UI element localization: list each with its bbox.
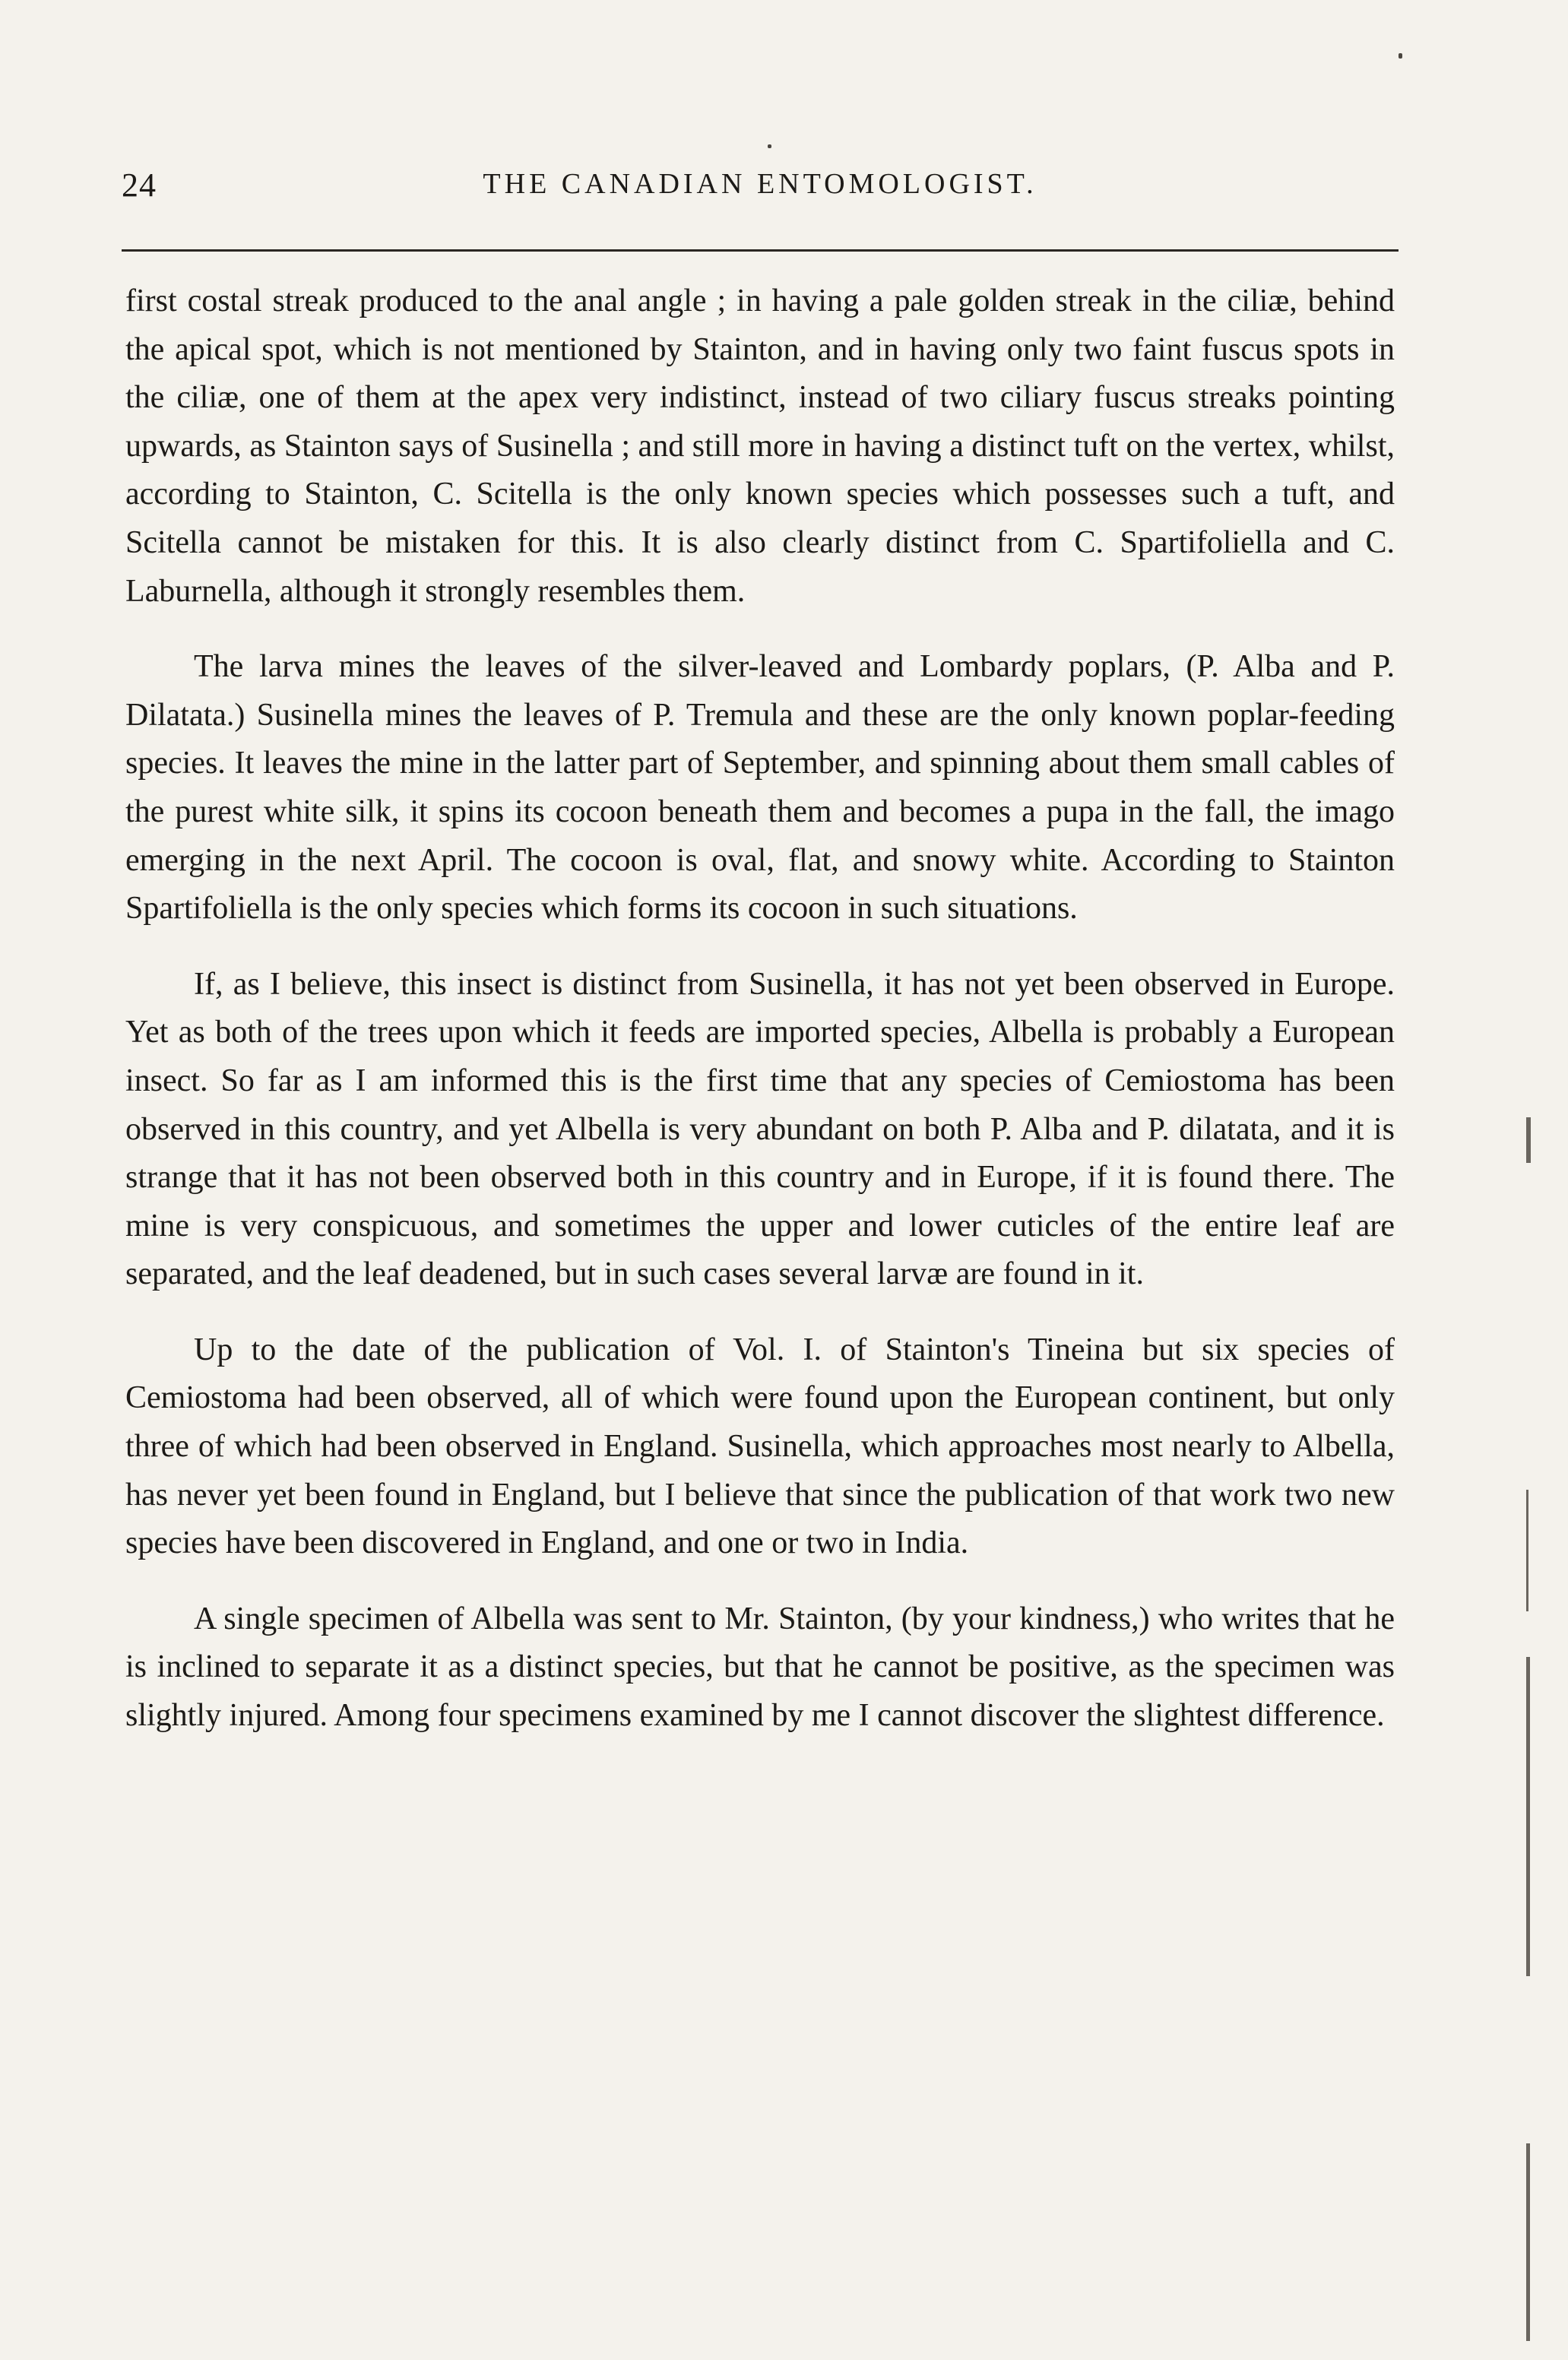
paragraph-2: The larva mines the leaves of the silver-leaved and Lombardy poplars, (P. Alba and P. Dilatata.) Susinella mines the leaves of P. Tremula and these are the only known poplar-feeding species. It leaves the mine in the latter part of September, and spinning about them small cables of the purest white silk, it spins its cocoon beneath them and becomes a pupa in the fall, the imago emerging in the next April. The cocoon is oval, flat, and snowy white. According to Stainton Spartifoliella is the only species which forms its cocoon in such situations. [125, 649, 1395, 927]
scan-artifact [1526, 1657, 1530, 1976]
page-header [122, 166, 1399, 211]
paragraph-3: If, as I believe, this insect is distinct from Susinella, it has not yet been observed in Europe. Yet as both of the trees upon which it feeds are imported species, Albella is probably a European insect. So far as I am informed this is the first time that any species of Cemiostoma has been observed in this country, and yet Albella is very abundant on both P. Alba and P. dilatata, and it is strange that it has not been observed both in this country and in Europe, if it is found there. The mine is very conspicuous, and sometimes the upper and lower cuticles of the entire leaf are separated, and the leaf deadened, but in such cases several larvæ are found in it. [125, 966, 1395, 1292]
scan-artifact [1526, 2143, 1530, 2341]
paragraph-5: A single specimen of Albella was sent to Mr. Stainton, (by your kindness,) who writes that he is inclined to separate it as a distinct species, but that he cannot be positive, as the specimen was slightly injured. Among four specimens examined by me I cannot discover the slightest difference. [125, 1601, 1395, 1734]
scan-artifact [1526, 1117, 1531, 1163]
paragraph-4: Up to the date of the publication of Vol. I. of Stainton's Tineina but six species of Cemiostoma had been observed, all of which were found upon the European continent, but only three of which had been observed in England. Susinella, which approaches most nearly to Albella, has never yet been found in England, but I believe that since the publication of that work two new species have been discovered in England, and one or two in India. [125, 1332, 1395, 1561]
scan-speck [1399, 53, 1402, 59]
header-rule [122, 249, 1399, 252]
scan-speck [768, 144, 771, 148]
scan-artifact [1526, 1490, 1528, 1611]
running-title: THE CANADIAN ENTOMOLOGIST. [483, 168, 1037, 200]
article-body [125, 277, 1395, 1741]
page-number: 24 [122, 166, 157, 204]
paragraph-1: first costal streak produced to the anal angle ; in having a pale golden streak in the ciliæ, behind the apical spot, which is not mentioned by Stainton, and in having only two faint fuscus spots in the ciliæ, one of them at the apex very indistinct, instead of two ciliary fuscus streaks pointing upwards, as Stainton says of Susinella ; and still more in having a distinct tuft on the vertex, whilst, according to Stainton, C. Scitella is the only known species which possesses such a tuft, and Scitella cannot be mistaken for this. It is also clearly distinct from C. Spartifoliella and C. Laburnella, although it strongly resembles them. [125, 284, 1395, 609]
